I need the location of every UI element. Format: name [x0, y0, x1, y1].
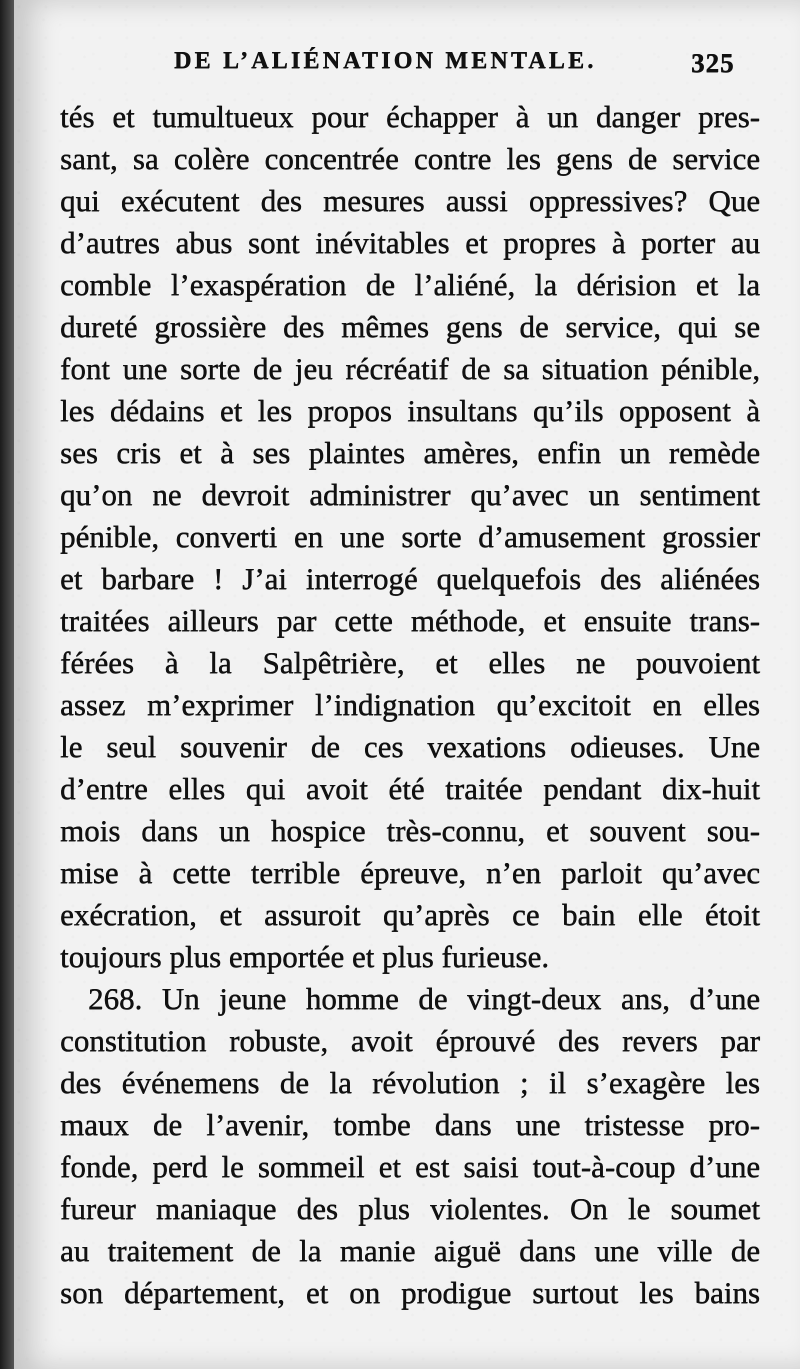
text-line-12: et barbare ! J’ai interrogé quelquefois des aliénées — [60, 561, 760, 596]
text-line-17: d’entre elles qui avoit été traitée pendant dix-huit — [60, 771, 760, 806]
paragraph-268-line-3: des événemens de la révolution ; il s’exagère les — [60, 1065, 760, 1100]
paragraph-268-line-2: constitution robuste, avoit éprouvé des revers par — [60, 1023, 760, 1058]
text-line-2: sant, sa colère concentrée contre les gens de service — [60, 141, 760, 176]
text-line-19: mise à cette terrible épreuve, n’en parloit qu’avec — [60, 855, 760, 890]
text-line-11: pénible, converti en une sorte d’amusement grossier — [60, 519, 760, 554]
text-line-9: ses cris et à ses plaintes amères, enfin un remède — [60, 435, 760, 470]
text-line-3: qui exécutent des mesures aussi oppressives? Que — [60, 183, 760, 218]
text-line-5: comble l’exaspération de l’aliéné, la dérision et la — [60, 267, 760, 302]
text-line-4: d’autres abus sont inévitables et propres à porter au — [60, 225, 760, 260]
page-number: 325 — [691, 48, 735, 78]
paragraph-268-line-4: maux de l’avenir, tombe dans une tristesse pro- — [60, 1107, 760, 1142]
paragraph-268-line-1: 268. Un jeune homme de vingt-deux ans, d’une — [88, 981, 760, 1016]
paragraph-268-line-7: au traitement de la manie aiguë dans une ville de — [60, 1233, 760, 1268]
text-line-20: exécration, et assuroit qu’après ce bain elle étoit — [60, 897, 760, 932]
text-line-15: assez m’exprimer l’indignation qu’excitoit en elles — [60, 687, 760, 722]
text-line-6: dureté grossière des mêmes gens de service, qui se — [60, 309, 760, 344]
text-line-1: tés et tumultueux pour échapper à un danger pres- — [60, 99, 760, 134]
text-line-8: les dédains et les propos insultans qu’ils opposent à — [60, 393, 760, 428]
book-page — [14, 0, 800, 1369]
page-gutter-shadow — [0, 0, 14, 1369]
text-line-21: toujours plus emportée et plus furieuse. — [60, 939, 550, 974]
text-line-10: qu’on ne devroit administrer qu’avec un sentiment — [60, 477, 760, 512]
text-line-14: férées à la Salpêtrière, et elles ne pouvoient — [60, 645, 760, 680]
paragraph-268-line-5: fonde, perd le sommeil et est saisi tout-à-coup d’une — [60, 1149, 760, 1184]
text-line-13: traitées ailleurs par cette méthode, et ensuite trans- — [60, 603, 760, 638]
text-line-18: mois dans un hospice très-connu, et souvent sou- — [60, 813, 760, 848]
text-line-16: le seul souvenir de ces vexations odieuses. Une — [60, 729, 760, 764]
paragraph-268-line-6: fureur maniaque des plus violentes. On le soumet — [60, 1191, 760, 1226]
text-line-7: font une sorte de jeu récréatif de sa situation pénible, — [60, 351, 760, 386]
paragraph-268-line-8: son département, et on prodigue surtout les bains — [60, 1275, 760, 1310]
page-header — [14, 48, 800, 88]
running-head: DE L’ALIÉNATION MENTALE. — [174, 48, 597, 74]
